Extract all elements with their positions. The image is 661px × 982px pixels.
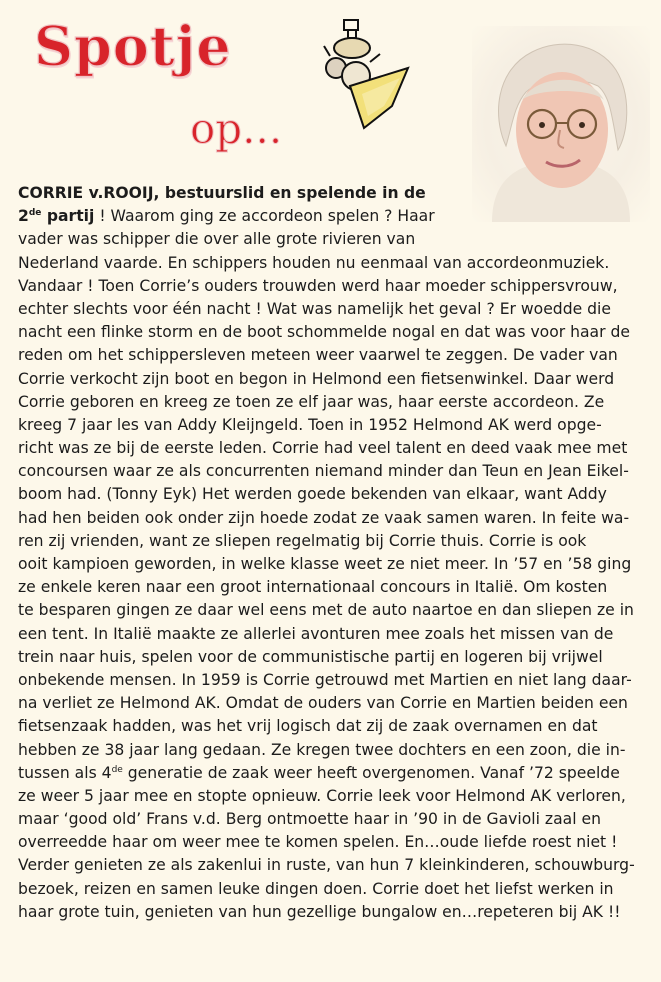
article-line: concoursen waar ze als concurrenten niemand minder dan Teun en Jean Eikel- bbox=[18, 462, 629, 481]
article-line: bezoek, reizen en samen leuke dingen doen. Corrie doet het liefst werken in bbox=[18, 879, 614, 898]
partij-label: partij bbox=[41, 207, 95, 226]
article-line: Verder genieten ze als zakenlui in ruste, van hun 7 kleinkinderen, schouwburg- bbox=[18, 856, 635, 875]
article-line: trein naar huis, spelen voor de communistische partij en logeren bij vrijwel bbox=[18, 647, 603, 666]
article-body bbox=[18, 182, 654, 924]
article-lead-line bbox=[18, 182, 654, 205]
article-line-2-rest: ! Waarom ging ze accordeon spelen ? Haar bbox=[94, 207, 435, 226]
article-line: ren zij vrienden, want ze sliepen regelmatig bij Corrie thuis. Corrie is ook bbox=[18, 531, 587, 550]
article-line: fietsenzaak hadden, was het vrij logisch dat zij de zaak overnamen en dat bbox=[18, 717, 598, 736]
page-title: Spotje bbox=[34, 14, 232, 78]
spotlight-lamp-icon bbox=[300, 16, 415, 138]
article-line: onbekende mensen. In 1959 is Corrie getrouwd met Martien en niet lang daar- bbox=[18, 670, 632, 689]
article-lead: CORRIE v.ROOIJ, bestuurslid en spelende in de bbox=[18, 184, 426, 202]
generation-post: generatie de zaak weer heeft overgenomen. Vanaf ’72 speelde bbox=[122, 763, 620, 782]
article-line: echter slechts voor één nacht ! Wat was namelijk het geval ? Er woedde die bbox=[18, 299, 611, 318]
page-subtitle: op... bbox=[190, 104, 283, 153]
article-line: had hen beiden ook onder zijn hoede zodat ze vaak samen waren. In feite wa- bbox=[18, 508, 630, 527]
article-line: boom had. (Tonny Eyk) Het werden goede bekenden van elkaar, want Addy bbox=[18, 485, 607, 504]
article-line: te besparen gingen ze daar wel eens met de auto naartoe en dan sliepen ze in bbox=[18, 601, 634, 620]
article-line: reden om het schippersleven meteen weer vaarwel te zeggen. De vader van bbox=[18, 346, 618, 365]
article-line: overreedde haar om weer mee te komen spelen. En…oude liefde roest niet ! bbox=[18, 833, 618, 852]
article-line: richt was ze bij de eerste leden. Corrie had veel talent en deed vaak mee met bbox=[18, 439, 628, 458]
generation-pre: tussen als 4 bbox=[18, 763, 112, 782]
article-line: na verliet ze Helmond AK. Omdat de ouders van Corrie en Martien beiden een bbox=[18, 694, 628, 713]
article-line: haar grote tuin, genieten van hun gezellige bungalow en…repeteren bij AK !! bbox=[18, 902, 621, 921]
article-line: ooit kampioen geworden, in welke klasse weet ze niet meer. In ’57 en ’58 ging bbox=[18, 555, 632, 573]
article-line: kreeg 7 jaar les van Addy Kleijngeld. Toen in 1952 Helmond AK werd opge- bbox=[18, 415, 602, 434]
article-line: Corrie geboren en kreeg ze toen ze elf jaar was, haar eerste accordeon. Ze bbox=[18, 392, 605, 411]
article-line: Corrie verkocht zijn boot en begon in Helmond een fietsenwinkel. Daar werd bbox=[18, 369, 615, 388]
article-line-2 bbox=[18, 205, 654, 228]
article-line: ze weer 5 jaar mee en stopte opnieuw. Corrie leek voor Helmond AK verloren, bbox=[18, 786, 626, 805]
partij-sup: de bbox=[28, 208, 42, 219]
partij-number: 2 bbox=[18, 207, 29, 226]
article-line: maar ‘good old’ Frans v.d. Berg ontmoette haar in ’90 in de Gavioli zaal en bbox=[18, 810, 601, 829]
article-line: hebben ze 38 jaar lang gedaan. Ze kregen twee dochters en een zoon, die in- bbox=[18, 740, 626, 759]
article-line: ze enkele keren naar een groot internationaal concours in Italië. Om kosten bbox=[18, 578, 608, 597]
article-line: een tent. In Italië maakte ze allerlei avonturen mee zoals het missen van de bbox=[18, 624, 614, 643]
article-line-generation bbox=[18, 762, 654, 785]
article-line: vader was schipper die over alle grote rivieren van bbox=[18, 230, 416, 249]
article-line: Nederland vaarde. En schippers houden nu eenmaal van accordeonmuziek. bbox=[18, 253, 610, 272]
generation-sup: de bbox=[111, 764, 123, 775]
article-line: Vandaar ! Toen Corrie’s ouders trouwden werd haar moeder schippersvrouw, bbox=[18, 276, 618, 295]
article-line: nacht een flinke storm en de boot schommelde nogal en dat was voor haar de bbox=[18, 323, 630, 342]
